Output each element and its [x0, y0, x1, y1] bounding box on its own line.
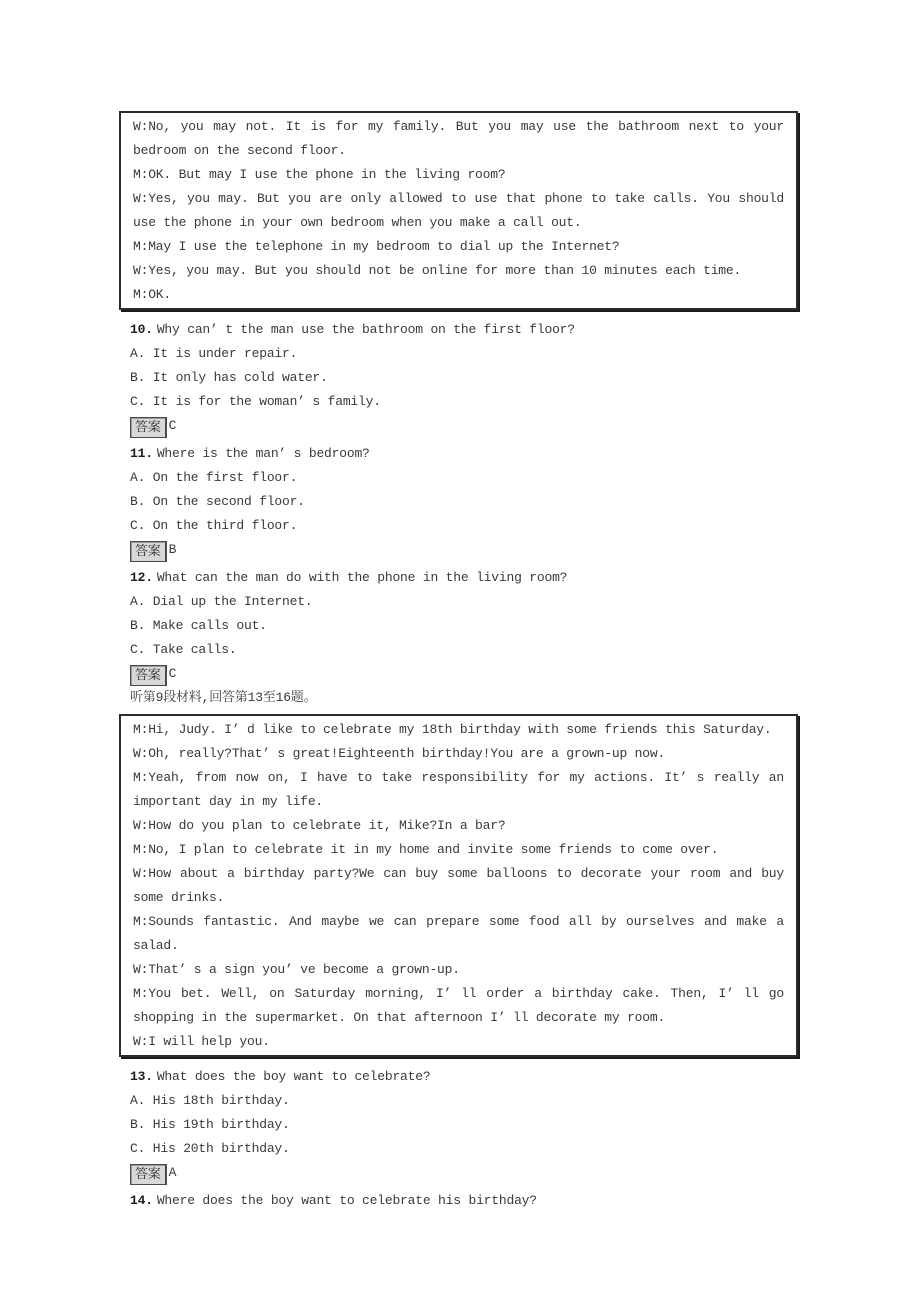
question-number: 10. [130, 322, 153, 337]
option-b: B. Make calls out. [130, 618, 267, 633]
dialogue-turn: M:May I use the telephone in my bedroom to dial up the Internet? [133, 239, 620, 254]
dialogue-turn: W:How about a birthday party?We can buy some balloons to decorate your room and buy some drinks. [133, 866, 784, 905]
question-13 [130, 1065, 798, 1185]
question-number: 14. [130, 1193, 153, 1208]
dialogue-turn: W:I will help you. [133, 1034, 270, 1049]
answer-row [130, 538, 798, 562]
option-b: B. His 19th birthday. [130, 1117, 290, 1132]
option-a: A. On the first floor. [130, 470, 298, 485]
question-text [130, 1065, 798, 1089]
question-number: 11. [130, 446, 153, 461]
option-c: C. On the third floor. [130, 518, 298, 533]
question-stem: Where does the boy want to celebrate his birthday? [156, 1193, 537, 1208]
question-number: 12. [130, 570, 153, 585]
question-11 [130, 442, 798, 562]
dialogue-turn: M:Yeah, from now on, I have to take responsibility for my actions. It’ s really an important day in my life. [133, 770, 784, 809]
option-a: A. Dial up the Internet. [130, 594, 313, 609]
question-12 [130, 566, 798, 686]
option-b: B. It only has cold water. [130, 370, 328, 385]
question-text [130, 566, 798, 590]
dialogue-turn: M:OK. But may I use the phone in the living room? [133, 167, 506, 182]
dialogue-turn: M:Sounds fantastic. And maybe we can prepare some food all by ourselves and make a salad. [133, 914, 784, 953]
question-stem: Where is the man’ s bedroom? [156, 446, 370, 461]
question-stem: What can the man do with the phone in the living room? [156, 570, 568, 585]
dialogue-box-1 [119, 111, 798, 310]
option-a: A. It is under repair. [130, 346, 298, 361]
option-a: A. His 18th birthday. [130, 1093, 290, 1108]
dialogue-turn: W:That’ s a sign you’ ve become a grown-up. [133, 962, 460, 977]
dialogue-turn: M:Hi, Judy. I’ d like to celebrate my 18th birthday with some friends this Saturday. [133, 722, 772, 737]
dialogue-turn: M:OK. [133, 287, 172, 302]
dialogue-turn: W:Yes, you may. But you are only allowed to use that phone to take calls. You should use the phone in your own bedroom when you make a call out. [133, 191, 784, 230]
answer-label-badge: 答案 [130, 417, 167, 438]
option-c: C. It is for the woman’ s family. [130, 394, 381, 409]
option-c: C. Take calls. [130, 642, 237, 657]
answer-letter: C [168, 418, 177, 433]
dialogue-turn: W:No, you may not. It is for my family. But you may use the bathroom next to your bedroom on the second floor. [133, 119, 784, 158]
dialogue-box-2 [119, 714, 798, 1057]
option-b: B. On the second floor. [130, 494, 305, 509]
question-text [130, 442, 798, 466]
answer-letter: B [168, 542, 177, 557]
dialogue-turn: W:Oh, really?That’ s great!Eighteenth birthday!You are a grown-up now. [133, 746, 666, 761]
answer-row [130, 1161, 798, 1185]
dialogue-turn: W:How do you plan to celebrate it, Mike?In a bar? [133, 818, 506, 833]
dialogue-turn: M:No, I plan to celebrate it in my home and invite some friends to come over. [133, 842, 719, 857]
question-number: 13. [130, 1069, 153, 1084]
answer-letter: A [168, 1165, 177, 1180]
answer-row [130, 662, 798, 686]
dialogue-turn: W:Yes, you may. But you should not be online for more than 10 minutes each time. [133, 263, 742, 278]
section-instruction: 听第9段材料,回答第13至16题。 [130, 690, 317, 705]
worksheet-content [119, 111, 798, 1213]
answer-row [130, 414, 798, 438]
option-c: C. His 20th birthday. [130, 1141, 290, 1156]
dialogue-turn: M:You bet. Well, on Saturday morning, I’ ll order a birthday cake. Then, I’ ll go shopping in the supermarket. On that afternoon I’ ll decorate my room. [133, 986, 784, 1025]
question-text [130, 318, 798, 342]
question-14 [130, 1189, 798, 1213]
question-stem: What does the boy want to celebrate? [156, 1069, 431, 1084]
answer-label-badge: 答案 [130, 1164, 167, 1185]
answer-letter: C [168, 666, 177, 681]
question-text [130, 1189, 798, 1213]
answer-label-badge: 答案 [130, 665, 167, 686]
question-stem: Why can’ t the man use the bathroom on the first floor? [156, 322, 575, 337]
answer-label-badge: 答案 [130, 541, 167, 562]
question-10 [130, 318, 798, 438]
